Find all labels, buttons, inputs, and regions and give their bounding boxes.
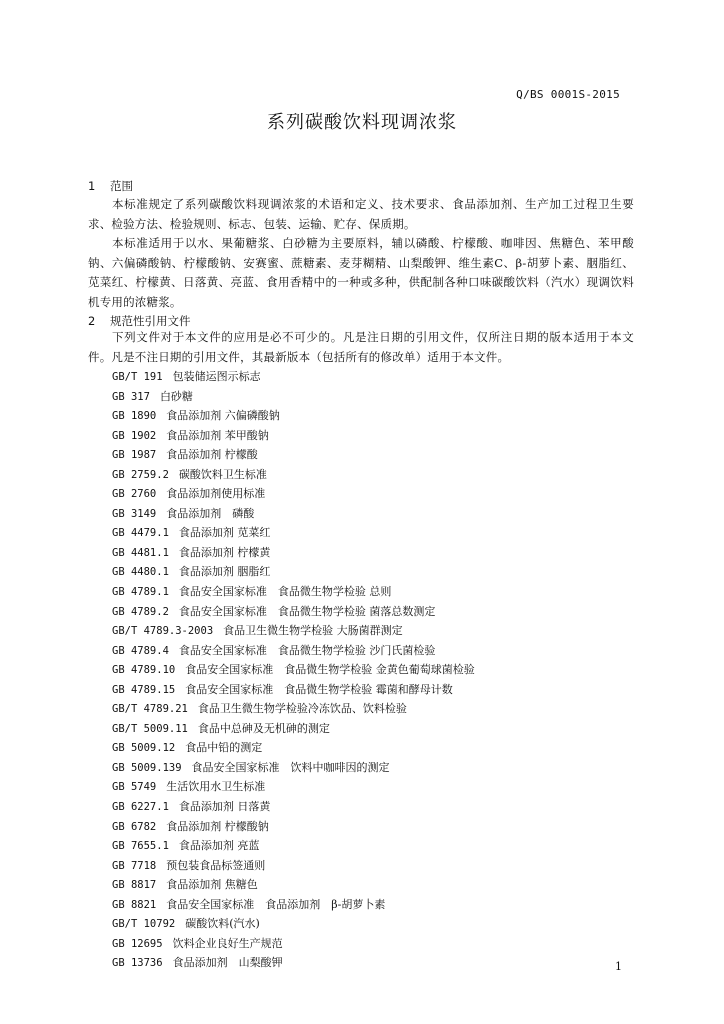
reference-item <box>112 582 475 602</box>
reference-code: GB 1987 <box>112 449 157 462</box>
section-2-number: 2 <box>88 314 96 328</box>
reference-item <box>112 465 475 485</box>
reference-item <box>112 719 475 739</box>
reference-code: GB 8821 <box>112 898 157 911</box>
reference-code: GB 8817 <box>112 879 157 892</box>
reference-code: GB 5009.12 <box>112 742 176 755</box>
reference-code: GB 1890 <box>112 410 157 423</box>
reference-item <box>112 543 475 563</box>
reference-title: 食品添加剂 亮蓝 <box>178 839 260 853</box>
reference-title: 食品添加剂 柠檬黄 <box>178 545 271 559</box>
reference-code: GB 4789.4 <box>112 644 169 657</box>
reference-item <box>112 641 475 661</box>
reference-code: GB 4789.1 <box>112 586 169 599</box>
reference-title: 食品安全国家标准 食品微生物学检验 沙门氏菌检验 <box>178 643 436 657</box>
reference-code: GB/T 10792 <box>112 918 176 931</box>
reference-code: GB 12695 <box>112 937 163 950</box>
reference-item <box>112 758 475 778</box>
reference-item <box>112 602 475 622</box>
reference-item <box>112 660 475 680</box>
reference-item <box>112 777 475 797</box>
reference-code: GB/T 4789.3-2003 <box>112 625 214 638</box>
reference-item <box>112 621 475 641</box>
reference-title: 食品中铅的测定 <box>185 741 263 755</box>
reference-title: 预包装食品标签通则 <box>166 858 266 872</box>
reference-title: 食品添加剂 柠檬酸 <box>166 448 258 462</box>
reference-title: 碳酸饮料(汽水) <box>185 917 260 931</box>
reference-title: 食品添加剂使用标准 <box>166 487 266 501</box>
reference-title: 食品添加剂 磷酸 <box>166 506 255 520</box>
reference-title: 食品添加剂 柠檬酸钠 <box>166 819 269 833</box>
normative-references-list <box>112 367 475 973</box>
reference-item <box>112 856 475 876</box>
reference-title: 食品卫生微生物学检验 大肠菌群测定 <box>223 624 403 638</box>
reference-item <box>112 875 475 895</box>
reference-code: GB 3149 <box>112 507 157 520</box>
reference-title: 食品安全国家标准 食品微生物学检验 霉菌和酵母计数 <box>185 682 453 696</box>
reference-code: GB 4479.1 <box>112 527 169 540</box>
reference-item <box>112 953 475 973</box>
section-2-heading <box>88 313 191 329</box>
reference-item <box>112 797 475 817</box>
reference-title: 食品添加剂 六偏磷酸钠 <box>166 409 280 423</box>
reference-code: GB 2759.2 <box>112 468 169 481</box>
reference-item <box>112 387 475 407</box>
reference-item <box>112 367 475 387</box>
reference-title: 白砂糖 <box>159 389 193 403</box>
reference-item <box>112 738 475 758</box>
section-1-paragraph-1: 本标准规定了系列碳酸饮料现调浓浆的术语和定义、技术要求、食品添加剂、生产加工过程卫生要求、检验方法、检验规则、标志、包装、运输、贮存、保质期。 <box>88 197 634 231</box>
reference-title: 食品卫生微生物学检验冷冻饮品、饮料检验 <box>197 702 407 716</box>
reference-code: GB 1902 <box>112 429 157 442</box>
document-title: 系列碳酸饮料现调浓浆 <box>267 112 457 133</box>
reference-title: 食品添加剂 苋菜红 <box>178 526 271 540</box>
standard-code: Q/BS 0001S-2015 <box>516 88 620 101</box>
reference-code: GB 4481.1 <box>112 546 169 559</box>
reference-code: GB 13736 <box>112 957 163 970</box>
reference-title: 包装储运图示标志 <box>172 370 261 383</box>
reference-item <box>112 426 475 446</box>
reference-title: 食品中总砷及无机砷的测定 <box>197 721 330 735</box>
reference-code: GB 6782 <box>112 820 157 833</box>
reference-code: GB 5009.139 <box>112 761 182 774</box>
reference-title: 食品添加剂 日落黄 <box>178 800 271 814</box>
reference-code: GB/T 191 <box>112 371 163 383</box>
reference-title: 碳酸饮料卫生标准 <box>178 467 267 481</box>
reference-title: 食品添加剂 苯甲酸钠 <box>166 428 269 442</box>
section-1-number: 1 <box>88 179 96 193</box>
reference-code: GB 7718 <box>112 859 157 872</box>
reference-item <box>112 934 475 954</box>
reference-item <box>112 504 475 524</box>
page-number: 1 <box>615 960 622 973</box>
reference-title: 生活饮用水卫生标准 <box>166 780 266 794</box>
reference-title: 食品安全国家标准 饮料中咖啡因的测定 <box>191 760 390 774</box>
reference-code: GB 5749 <box>112 781 157 794</box>
reference-item <box>112 562 475 582</box>
section-1-heading <box>88 178 133 194</box>
reference-code: GB 6227.1 <box>112 801 169 814</box>
reference-code: GB 317 <box>112 390 150 403</box>
reference-code: GB 7655.1 <box>112 840 169 853</box>
reference-code: GB 4789.2 <box>112 605 169 618</box>
reference-item <box>112 406 475 426</box>
section-2-title: 规范性引用文件 <box>110 314 191 328</box>
reference-code: GB 4480.1 <box>112 566 169 579</box>
reference-item <box>112 699 475 719</box>
reference-item <box>112 836 475 856</box>
reference-code: GB 2760 <box>112 488 157 501</box>
section-2-paragraph-1: 下列文件对于本文件的应用是必不可少的。凡是注日期的引用文件，仅所注日期的版本适用于本文件。凡是不注日期的引用文件，其最新版本（包括所有的修改单）适用于本文件。 <box>88 330 634 364</box>
reference-code: GB 4789.15 <box>112 683 176 696</box>
reference-title: 食品添加剂 焦糖色 <box>166 878 258 892</box>
reference-item <box>112 914 475 934</box>
reference-item <box>112 523 475 543</box>
section-1-title: 范围 <box>110 179 133 193</box>
reference-code: GB 4789.10 <box>112 664 176 677</box>
reference-title: 食品安全国家标准 食品微生物学检验 菌落总数测定 <box>178 604 436 618</box>
reference-title: 食品安全国家标准 食品微生物学检验 金黄色葡萄球菌检验 <box>185 663 475 677</box>
reference-title: 饮料企业良好生产规范 <box>172 936 283 950</box>
reference-item <box>112 445 475 465</box>
reference-title: 食品添加剂 山梨酸钾 <box>172 956 283 970</box>
reference-code: GB/T 5009.11 <box>112 722 188 735</box>
reference-item <box>112 817 475 837</box>
reference-item <box>112 484 475 504</box>
reference-item <box>112 895 475 915</box>
reference-code: GB/T 4789.21 <box>112 703 188 716</box>
reference-title: 食品安全国家标准 食品微生物学检验 总则 <box>178 585 392 599</box>
reference-item <box>112 680 475 700</box>
section-1-paragraph-2: 本标准适用于以水、果葡糖浆、白砂糖为主要原料，辅以磷酸、柠檬酸、咖啡因、焦糖色、苯甲酸钠、六偏磷酸钠、柠檬酸钠、安赛蜜、蔗糖素、麦芽糊精、山梨酸钾、维生素C、β-胡萝卜素、胭脂红、苋菜红、柠檬黄、日落黄、亮蓝、食用香精中的一种或多种，供配制各种口味碳酸饮料（汽水）现调饮料机专用的浓糖浆。 <box>88 236 634 309</box>
reference-title: 食品添加剂 胭脂红 <box>178 565 271 579</box>
reference-title: 食品安全国家标准 食品添加剂 β-胡萝卜素 <box>166 897 386 911</box>
